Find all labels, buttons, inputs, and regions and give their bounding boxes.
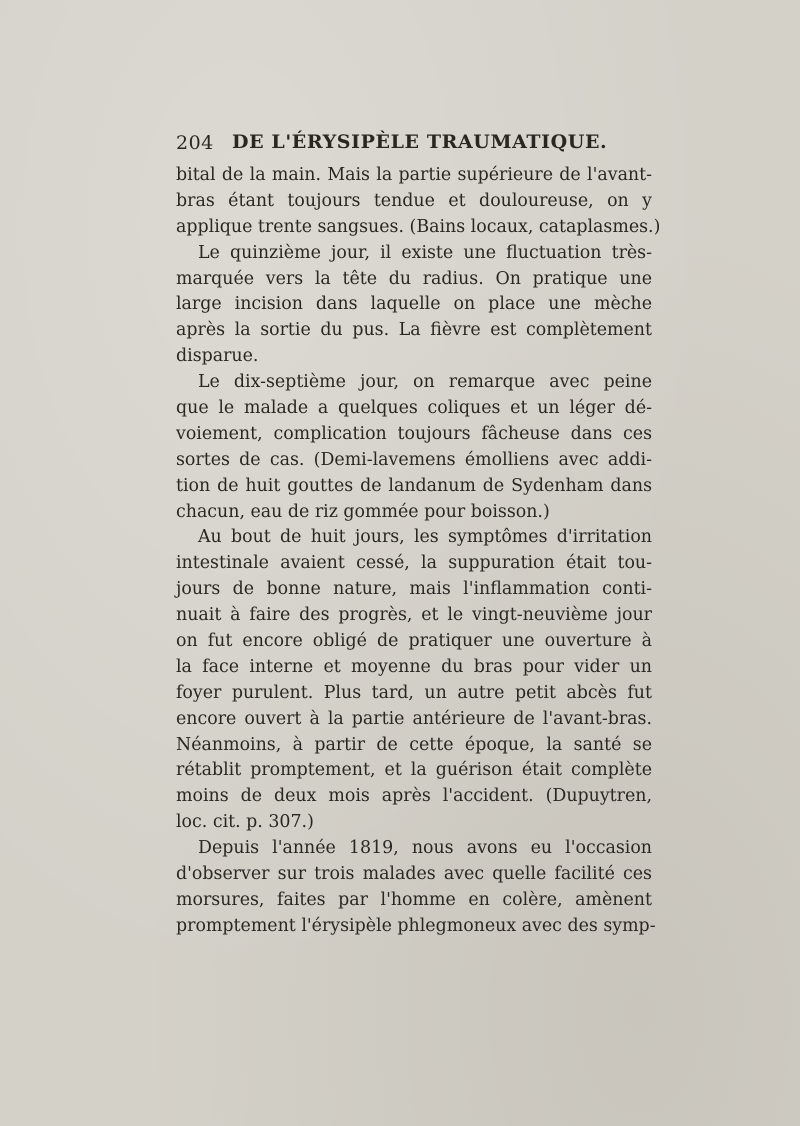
- text-line: nuait à faire des progrès, et le vingt-neuvième jour: [176, 605, 652, 626]
- text-line: Le quinzième jour, il existe une fluctuation très-: [198, 242, 652, 263]
- text-line: Depuis l'année 1819, nous avons eu l'occasion: [198, 838, 652, 859]
- text-line: encore ouvert à la partie antérieure de l'avant-bras.: [176, 708, 652, 729]
- text-line: on fut encore obligé de pratiquer une ouverture à: [176, 631, 652, 652]
- text-line: jours de bonne nature, mais l'inflammation conti-: [176, 579, 652, 600]
- running-title: DE L'ÉRYSIPÈLE TRAUMATIQUE.: [232, 131, 608, 153]
- text-line: que le malade a quelques coliques et un léger dé-: [176, 398, 652, 419]
- text-line: promptement l'érysipèle phlegmoneux avec des symp-: [176, 915, 656, 936]
- text-line: Le dix-septième jour, on remarque avec peine: [198, 372, 652, 393]
- text-line: disparue.: [176, 346, 259, 367]
- text-line: Au bout de huit jours, les symptômes d'irritation: [198, 527, 652, 548]
- text-line: voiement, complication toujours fâcheuse dans ces: [176, 423, 652, 444]
- text-line: la face interne et moyenne du bras pour vider un: [176, 656, 652, 677]
- text-line: loc. cit. p. 307.): [176, 812, 314, 833]
- text-line: d'observer sur trois malades avec quelle facilité ces: [176, 864, 652, 885]
- text-line: rétablit promptement, et la guérison était complète: [176, 760, 652, 781]
- body-text: [176, 163, 661, 940]
- running-header: [176, 130, 656, 158]
- text-line: bras étant toujours tendue et douloureuse, on y: [176, 190, 652, 211]
- text-line: intestinale avaient cessé, la suppuration était tou-: [176, 553, 652, 574]
- text-line: bital de la main. Mais la partie supérieure de l'avant-: [176, 165, 652, 185]
- text-line: après la sortie du pus. La fièvre est complètement: [176, 320, 652, 341]
- text-line: foyer purulent. Plus tard, un autre petit abcès fut: [176, 682, 652, 703]
- text-line: moins de deux mois après l'accident. (Dupuytren,: [176, 786, 652, 807]
- text-line: sortes de cas. (Demi-lavemens émolliens avec addi-: [176, 449, 652, 470]
- text-line: tion de huit gouttes de landanum de Sydenham dans: [176, 475, 652, 496]
- text-line: Néanmoins, à partir de cette époque, la santé se: [176, 734, 652, 755]
- text-line: large incision dans laquelle on place une mèche: [176, 294, 652, 315]
- text-line: applique trente sangsues. (Bains locaux, cataplasmes.): [176, 216, 661, 237]
- text-line: marquée vers la tête du radius. On pratique une: [176, 268, 652, 289]
- text-line: morsures, faites par l'homme en colère, amènent: [176, 889, 652, 910]
- text-line: chacun, eau de riz gommée pour boisson.): [176, 501, 550, 522]
- page-number: 204: [176, 132, 214, 154]
